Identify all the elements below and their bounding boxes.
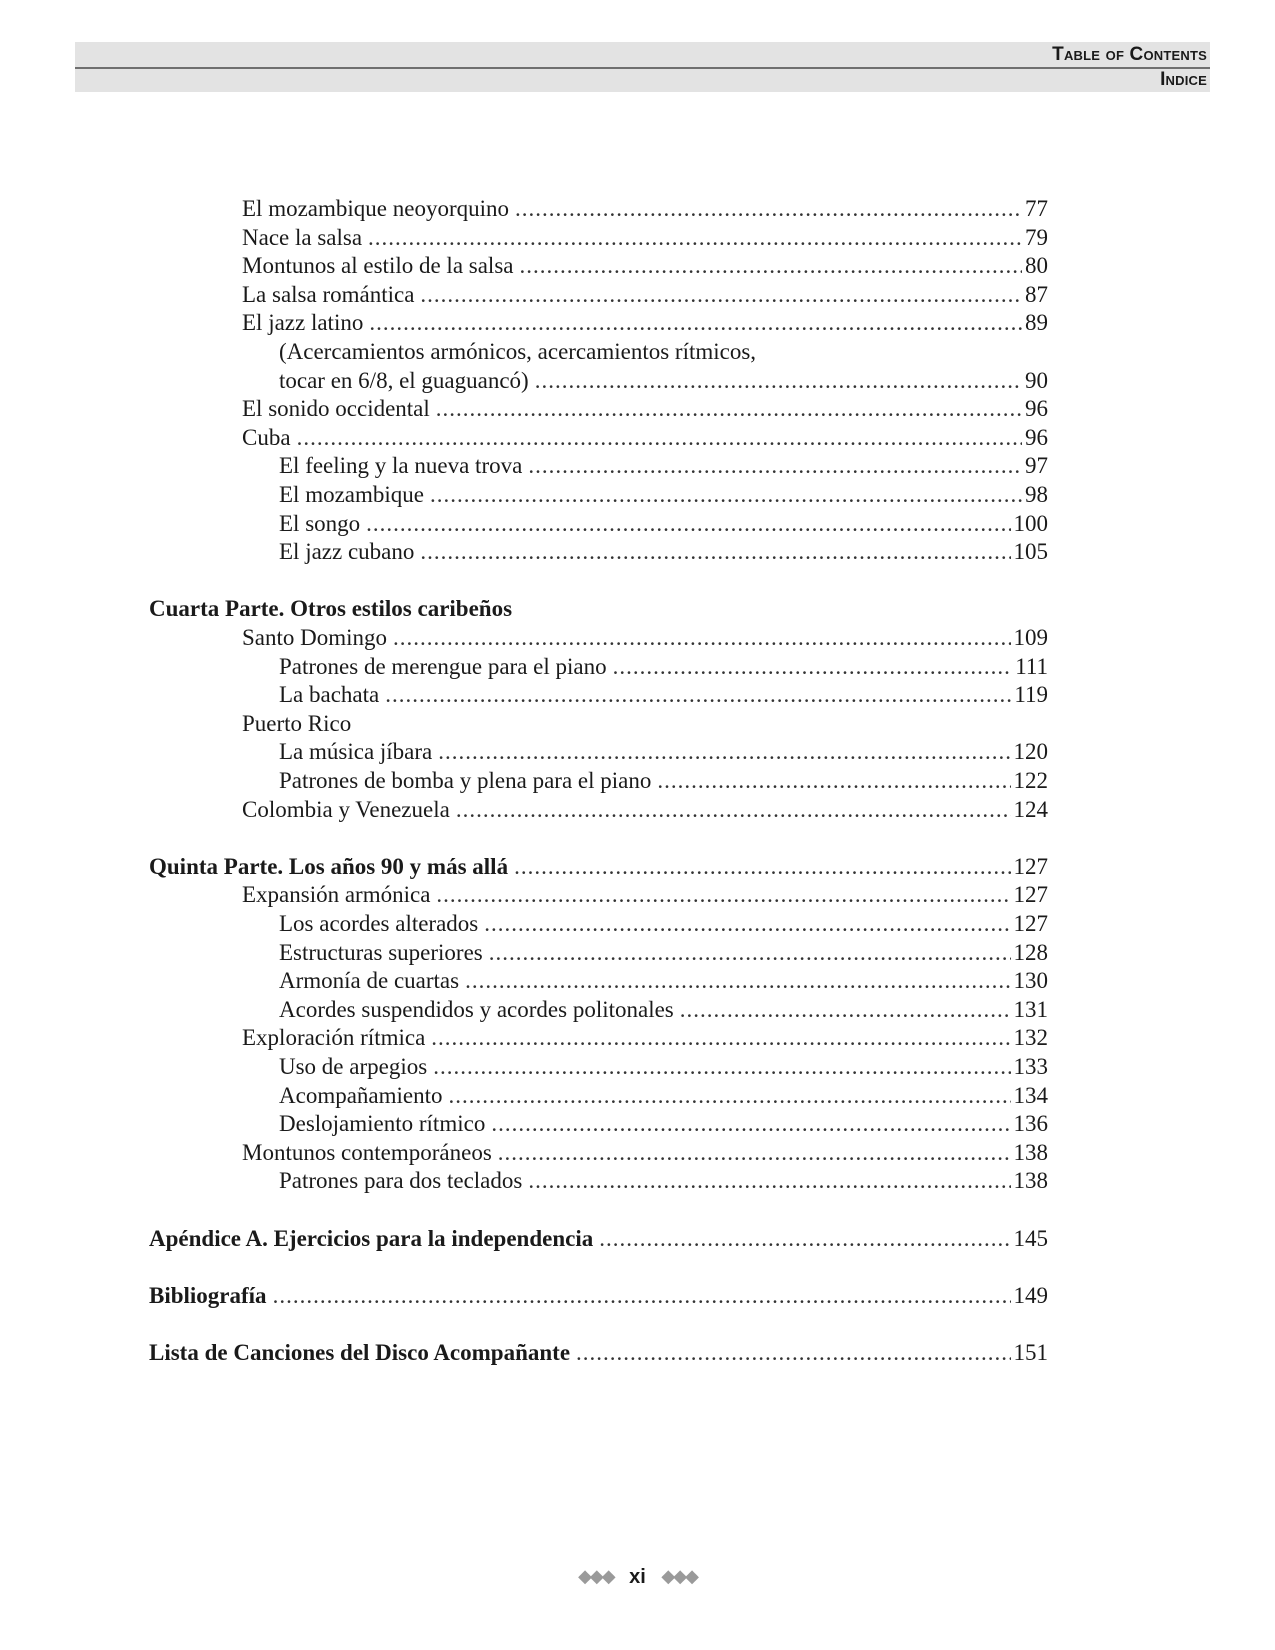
- dot-leader: [484, 909, 1010, 939]
- toc-page-number: 136: [1013, 1111, 1048, 1137]
- toc-section-entry: [149, 1224, 1048, 1254]
- toc-entry: [242, 194, 1048, 224]
- toc-page-number: 127: [1013, 911, 1048, 936]
- toc-page-number: 122: [1013, 768, 1048, 793]
- dot-leader: [369, 308, 1022, 338]
- running-header-english: Table of Contents: [1052, 44, 1207, 65]
- toc-entry: [242, 308, 1048, 338]
- dot-leader: [491, 1109, 1010, 1139]
- toc-entry-title: Cuba: [242, 424, 291, 450]
- dot-leader: [456, 795, 1011, 825]
- toc-entry: [242, 394, 1048, 424]
- page-number: xi: [629, 1566, 646, 1588]
- toc-entry: [242, 880, 1048, 910]
- toc-entry-title: Quinta Parte. Los años 90 y más allá: [149, 853, 509, 879]
- dot-leader: [489, 938, 1011, 968]
- toc-entry-title: Exploración rítmica: [242, 1025, 426, 1051]
- toc-page-number: 89: [1025, 310, 1048, 336]
- toc-entry: [279, 938, 1048, 968]
- toc-page-number: 128: [1013, 939, 1048, 965]
- toc-entry-title: El jazz cubano: [279, 539, 415, 565]
- toc-entry: [279, 1081, 1048, 1111]
- toc-entry-title: tocar en 6/8, el guaguancó): [279, 367, 529, 393]
- toc-page-number: 120: [1013, 739, 1048, 765]
- dot-leader: [393, 623, 1010, 653]
- toc-page-number: 134: [1013, 1082, 1048, 1108]
- toc-entry-title: Patrones de bomba y plena para el piano: [279, 768, 652, 793]
- toc-entry-title: La salsa romántica: [242, 281, 415, 307]
- toc-entry: [242, 623, 1048, 653]
- dot-leader: [657, 766, 1010, 796]
- toc-page-number: 96: [1025, 396, 1048, 422]
- toc-page-number: 77: [1025, 196, 1048, 221]
- toc-page-number: 80: [1025, 253, 1048, 279]
- toc-page-number: 127: [1013, 853, 1048, 879]
- toc-page-number: 131: [1013, 996, 1048, 1022]
- dot-leader: [514, 852, 1010, 882]
- header-divider: [75, 67, 1210, 69]
- toc-entry: [242, 709, 1048, 739]
- dot-leader: [528, 451, 1022, 481]
- dot-leader: [368, 223, 1022, 253]
- toc-page-number: 79: [1025, 224, 1048, 250]
- toc-page-number: 127: [1013, 882, 1048, 908]
- dot-leader: [297, 423, 1022, 453]
- toc-entry: [242, 280, 1048, 310]
- dot-leader: [433, 1052, 1010, 1082]
- dot-leader: [515, 194, 1022, 224]
- toc-entry: [279, 995, 1048, 1025]
- toc-entry-title: El jazz latino: [242, 310, 364, 336]
- toc-entry-title: Apéndice A. Ejercicios para la independencia: [149, 1225, 594, 1251]
- toc-page-number: 138: [1013, 1139, 1048, 1165]
- toc-page-number: 97: [1025, 453, 1048, 479]
- toc-page-number: 132: [1013, 1025, 1048, 1051]
- toc-entry: [279, 480, 1048, 510]
- diamond-ornament-icon: ◆◆◆: [578, 1566, 614, 1586]
- toc-page-number: 149: [1013, 1282, 1048, 1308]
- dot-leader: [680, 995, 1011, 1025]
- toc-entry: [279, 766, 1048, 796]
- dot-leader: [576, 1338, 1010, 1368]
- toc-entry: [279, 1052, 1048, 1082]
- toc-entry: [279, 1109, 1048, 1139]
- dot-leader: [431, 1023, 1010, 1053]
- toc-page-number: 98: [1025, 482, 1048, 507]
- toc-page-number: 96: [1025, 424, 1048, 450]
- dot-leader: [599, 1224, 1010, 1254]
- toc-entry: [279, 909, 1048, 939]
- toc-entry: [279, 1166, 1048, 1196]
- toc-entry-title: Expansión armónica: [242, 882, 431, 908]
- toc-page-number: 138: [1013, 1168, 1048, 1194]
- toc-entry-title: La bachata: [279, 682, 380, 708]
- dot-leader: [449, 1081, 1011, 1111]
- toc-page-number: 87: [1025, 281, 1048, 307]
- toc-entry-title: Colombia y Venezuela: [242, 796, 450, 822]
- dot-leader: [430, 480, 1022, 510]
- dot-leader: [385, 680, 1011, 710]
- toc-entry: [279, 737, 1048, 767]
- dot-leader: [465, 966, 1010, 996]
- dot-leader: [273, 1281, 1011, 1311]
- toc-page-number: 105: [1013, 539, 1048, 565]
- toc-entry-title: Bibliografía: [149, 1282, 267, 1308]
- toc-entry-title: El feeling y la nueva trova: [279, 453, 523, 479]
- toc-section-entry: [149, 852, 1048, 882]
- toc-entry-title: Montunos al estilo de la salsa: [242, 253, 514, 279]
- toc-entry-title: Patrones de merengue para el piano: [279, 653, 607, 679]
- toc-page-number: 119: [1014, 682, 1048, 708]
- toc-entry-title: El mozambique neoyorquino: [242, 196, 509, 221]
- toc-page-number: 124: [1013, 796, 1048, 822]
- toc-entry-title: Uso de arpegios: [279, 1054, 428, 1079]
- toc-entry: [242, 1023, 1048, 1053]
- toc-entry-title: Cuarta Parte. Otros estilos caribeños: [149, 596, 513, 622]
- toc-page-number: 100: [1013, 510, 1048, 536]
- toc-entry-title: El sonido occidental: [242, 396, 430, 422]
- dot-leader: [420, 280, 1022, 310]
- dot-leader: [498, 1138, 1011, 1168]
- toc-entry: [279, 966, 1048, 996]
- toc-entry-title: Acompañamiento: [279, 1082, 443, 1108]
- toc-entry: [279, 652, 1048, 682]
- dot-leader: [520, 251, 1023, 281]
- diamond-ornament-icon: ◆◆◆: [661, 1566, 697, 1586]
- toc-page-number: 109: [1013, 625, 1048, 650]
- toc-entry-title: Santo Domingo: [242, 625, 388, 650]
- running-header-spanish: Indice: [1160, 69, 1207, 90]
- toc-entry-title: Montunos contemporáneos: [242, 1139, 492, 1165]
- toc-section-entry: [149, 1281, 1048, 1311]
- dot-leader: [436, 394, 1022, 424]
- toc-section-entry: [149, 594, 1048, 624]
- toc-page-number: 90: [1025, 367, 1048, 393]
- toc-entry-title: Patrones para dos teclados: [279, 1168, 523, 1194]
- toc-entry-title: Deslojamiento rítmico: [279, 1111, 486, 1137]
- toc-entry: [242, 795, 1048, 825]
- dot-leader: [420, 537, 1010, 567]
- toc-entry: [279, 366, 1048, 396]
- toc-entry-title: Estructuras superiores: [279, 939, 483, 965]
- dot-leader: [535, 366, 1022, 396]
- toc-page-number: 130: [1013, 968, 1048, 994]
- toc-entry: [279, 537, 1048, 567]
- toc-page-number: 111: [1015, 653, 1048, 679]
- toc-entry-title: Acordes suspendidos y acordes politonales: [279, 996, 674, 1022]
- toc-page-number: 151: [1013, 1340, 1048, 1365]
- toc-entry-title: Lista de Canciones del Disco Acompañante: [149, 1340, 571, 1365]
- toc-entry: [279, 680, 1048, 710]
- toc-section-entry: [149, 1338, 1048, 1368]
- toc-entry: [242, 223, 1048, 253]
- toc-entry-title: (Acercamientos armónicos, acercamientos rítmicos,: [279, 339, 757, 364]
- toc-entry: [279, 509, 1048, 539]
- dot-leader: [438, 737, 1010, 767]
- page-footer: [0, 1566, 1275, 1589]
- toc-page-number: 133: [1013, 1054, 1048, 1079]
- toc-entry: [242, 251, 1048, 281]
- toc-entry-title: Los acordes alterados: [279, 911, 479, 936]
- dot-leader: [528, 1166, 1010, 1196]
- dot-leader: [613, 652, 1013, 682]
- toc-entry-title: El songo: [279, 510, 361, 536]
- toc-entry-title: Puerto Rico: [242, 710, 352, 736]
- toc-entry-title: Nace la salsa: [242, 224, 363, 250]
- toc-entry-title: La música jíbara: [279, 739, 433, 765]
- toc-page-number: 145: [1013, 1225, 1048, 1251]
- dot-leader: [436, 880, 1010, 910]
- toc-entry-title: El mozambique: [279, 482, 424, 507]
- toc-entry-title: Armonía de cuartas: [279, 968, 460, 994]
- toc-entry: [242, 423, 1048, 453]
- dot-leader: [366, 509, 1010, 539]
- toc-entry: [279, 451, 1048, 481]
- toc-entry: [242, 1138, 1048, 1168]
- toc-entry: [279, 337, 1048, 367]
